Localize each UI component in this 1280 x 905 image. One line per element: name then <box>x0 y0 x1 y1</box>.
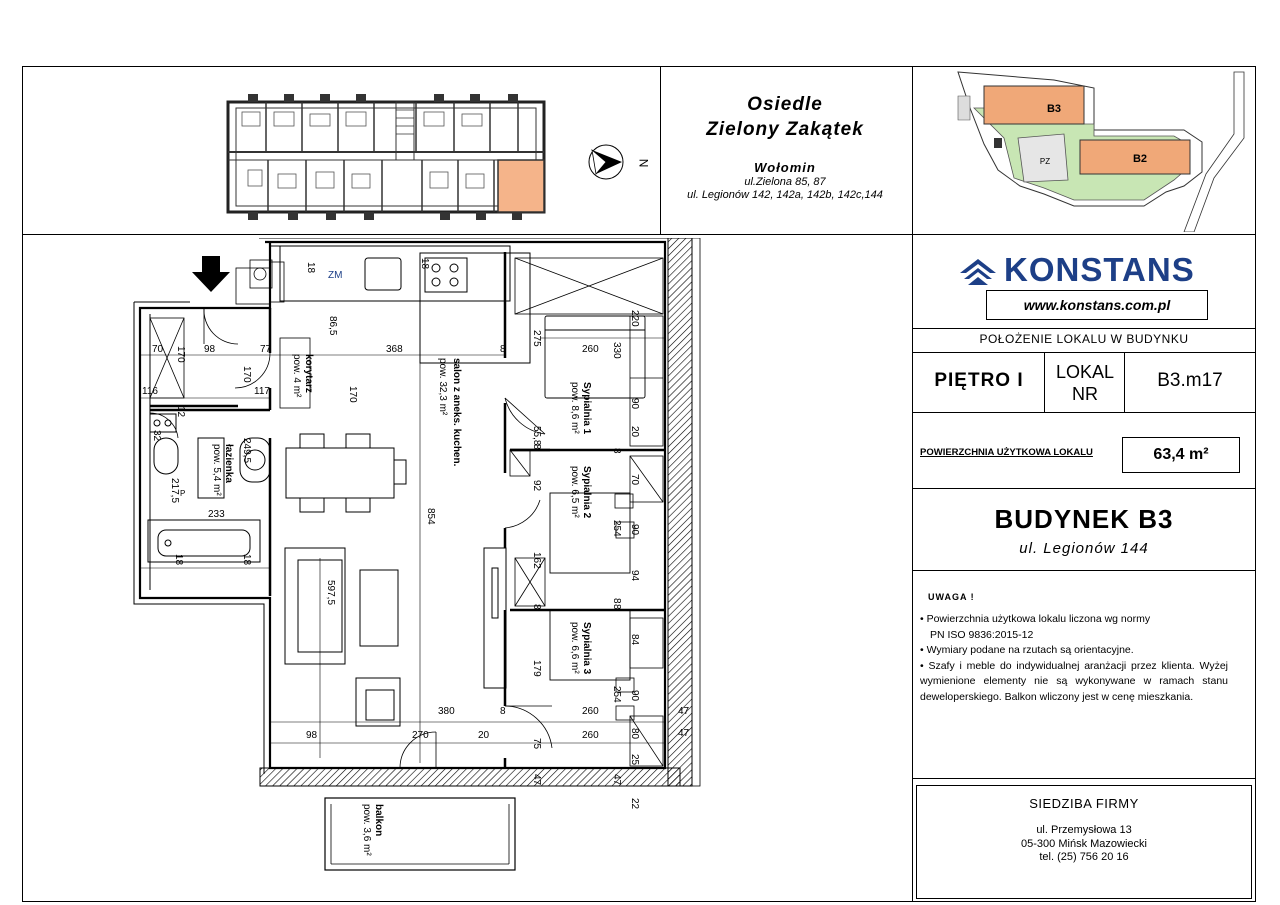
dim-label: 12 <box>175 406 186 418</box>
divider <box>22 234 1256 235</box>
estate-address-line2: ul. Legionów 142, 142a, 142b, 142c,144 <box>687 189 883 201</box>
dim-label: 249,5 <box>241 438 252 464</box>
divider <box>912 412 1256 413</box>
dim-label: 116 <box>142 386 158 397</box>
dim-label: 18 <box>241 554 252 566</box>
dim-label: 20 <box>629 426 640 438</box>
dim-label: 254 <box>611 520 622 537</box>
room-area-sypialnia3: pow. 6,6 m² <box>569 622 580 674</box>
dim-label: 8 <box>531 444 542 450</box>
estate-address <box>660 176 910 202</box>
building-b2-label: B2 <box>1132 153 1148 165</box>
dim-label: 20 <box>478 730 490 741</box>
headquarters-line2: 05-300 Mińsk Mazowiecki <box>1021 837 1147 850</box>
note-item: • Szafy i meble do indywidualnej aranżacji przez klienta. Wyżej wymienione elementy nie są wykonywane w ramach stanu deweloperskiego. Balkon wliczony jest w cenę mieszkania. <box>920 659 1228 703</box>
dim-label: 80 <box>629 728 640 740</box>
headquarters-title: SIEDZIBA FIRMY <box>1029 796 1139 811</box>
building-street: ul. Legionów 144 <box>1019 540 1149 557</box>
dim-label: 260 <box>582 730 599 741</box>
apartment-floor-plan <box>120 238 710 878</box>
floor-key-plan <box>218 90 548 220</box>
compass-icon <box>586 140 656 186</box>
dim-label: 8 <box>611 448 622 454</box>
note-item: • Powierzchnia użytkowa lokalu liczona wg normy <box>920 613 1151 625</box>
dim-label: 86,5 <box>327 316 338 336</box>
dim-label: 597,5 <box>325 580 336 606</box>
room-name-balkon: balkon <box>373 804 384 837</box>
dim-label: 854 <box>425 508 436 525</box>
dim-label: 47 <box>678 728 690 739</box>
room-name-sypialnia1: Sypialnia 1 <box>581 382 592 435</box>
dim-label: 90 <box>629 524 640 536</box>
divider <box>912 570 1256 571</box>
estate-name <box>660 92 910 142</box>
room-name-sypialnia2: Sypialnia 2 <box>581 466 592 519</box>
divider <box>912 488 1256 489</box>
dim-label: 84 <box>629 634 640 646</box>
unit-lokal-label <box>1046 361 1124 405</box>
room-area-sypialnia2: pow. 6,5 m² <box>569 466 580 518</box>
dim-label: 47 <box>678 706 690 717</box>
estate-name-line2: Zielony Zakątek <box>706 119 864 140</box>
room-name-korytarz: korytarz <box>303 354 314 393</box>
building-b3-label: B3 <box>1046 103 1062 115</box>
dim-label: 94 <box>629 570 640 582</box>
estate-name-line1: Osiedle <box>747 94 823 115</box>
company-logo <box>960 251 1195 289</box>
room-name-salon: salon z aneks. kuchen. <box>451 358 462 467</box>
divider <box>912 778 1256 779</box>
dim-label: 70 <box>629 474 640 486</box>
room-name-sypialnia3: Sypialnia 3 <box>581 622 592 675</box>
dim-label: 47 <box>531 774 542 786</box>
dim-label: 275 <box>531 330 542 347</box>
dim-label: 18 <box>305 262 316 274</box>
dim-label: 90 <box>629 690 640 702</box>
room-area-korytarz: pow. 4 m² <box>291 354 302 398</box>
dim-label: 170 <box>241 366 252 383</box>
dim-label: 70 <box>152 344 164 355</box>
dim-label: 380 <box>438 706 455 717</box>
dim-label: 8 <box>500 344 506 355</box>
unit-floor: PIĘTRO I <box>934 370 1024 391</box>
dim-label: 179 <box>531 660 542 677</box>
unit-lokal-line2: NR <box>1072 384 1098 404</box>
dim-label: 270 <box>412 730 429 741</box>
room-area-sypialnia1: pow. 8,6 m² <box>569 382 580 434</box>
estate-address-line1: ul.Zielona 85, 87 <box>744 176 826 188</box>
dim-label: 170 <box>347 386 358 403</box>
notes-list <box>920 612 1228 705</box>
dim-label: 233 <box>208 509 225 520</box>
dim-label: 92 <box>531 480 542 492</box>
divider <box>912 66 913 902</box>
dim-label: 220 <box>629 310 640 327</box>
unit-lokal-line1: LOKAL <box>1055 362 1115 382</box>
dim-label: 162 <box>531 552 542 569</box>
company-website[interactable]: www.konstans.com.pl <box>986 290 1208 320</box>
dim-label: 98 <box>204 344 216 355</box>
dim-label: 75 <box>531 738 542 750</box>
dim-label: 117 <box>254 386 270 397</box>
building-title: BUDYNEK B3 <box>994 504 1174 534</box>
zm-label: ZM <box>328 270 343 281</box>
unit-number: B3.m17 <box>1157 370 1223 391</box>
dim-label: 22 <box>629 798 640 810</box>
room-area-salon: pow. 32,3 m² <box>437 358 448 416</box>
parking-label: PZ <box>1039 157 1051 166</box>
dim-label: 368 <box>386 344 403 355</box>
company-logo-text: KONSTANS <box>1004 251 1195 288</box>
room-name-lazienka: łazienka <box>223 444 234 483</box>
dim-label: 8 <box>531 604 542 610</box>
dim-label: 170 <box>175 346 186 363</box>
dim-label: 90 <box>629 398 640 410</box>
site-map <box>944 68 1250 232</box>
estate-city: Wołomin <box>754 160 816 175</box>
dim-label: 18 <box>173 554 184 566</box>
dim-label: 8 <box>611 598 622 604</box>
p-label: P <box>180 489 186 498</box>
divider <box>1044 352 1045 412</box>
unit-position-title: POŁOŻENIE LOKALU W BUDYNKU <box>979 332 1189 346</box>
dim-label: 8 <box>500 706 506 717</box>
dim-label: 47 <box>611 774 622 786</box>
dim-label: 55,8 <box>531 426 542 446</box>
divider <box>912 352 1256 353</box>
dim-label: 18 <box>419 258 430 270</box>
dim-label: 330 <box>611 342 622 359</box>
room-area-balkon: pow. 3,6 m² <box>361 804 372 856</box>
dim-label: 25 <box>629 754 640 766</box>
dim-label: 217,5 <box>169 478 180 504</box>
headquarters-address <box>916 824 1252 865</box>
headquarters-line1: ul. Przemysłowa 13 <box>1036 824 1132 836</box>
unit-area-label: POWIERZCHNIA UŻYTKOWA LOKALU <box>920 447 1093 458</box>
dim-label: 77 <box>260 344 272 355</box>
dim-label: 98 <box>306 730 318 741</box>
dim-label: 254 <box>611 686 622 703</box>
headquarters-line3: tel. (25) 756 20 16 <box>1039 851 1129 863</box>
dim-label: 260 <box>582 344 599 355</box>
note-item: PN ISO 9836:2015-12 <box>930 628 1034 641</box>
entrance-arrow-icon <box>192 256 230 292</box>
konstans-logo-icon <box>960 255 996 285</box>
unit-area-value: 63,4 m² <box>1122 437 1240 473</box>
dim-label: 260 <box>582 706 599 717</box>
divider <box>1124 352 1125 412</box>
room-area-lazienka: pow. 5,4 m² <box>211 444 222 496</box>
compass-north-label: N <box>637 158 651 168</box>
dim-label: 32 <box>151 430 162 442</box>
divider <box>912 328 1256 329</box>
notes-title: UWAGA ! <box>928 592 975 602</box>
note-item: • Wymiary podane na rzutach są orientacyjne. <box>920 644 1134 656</box>
dim-label: 8 <box>611 604 622 610</box>
